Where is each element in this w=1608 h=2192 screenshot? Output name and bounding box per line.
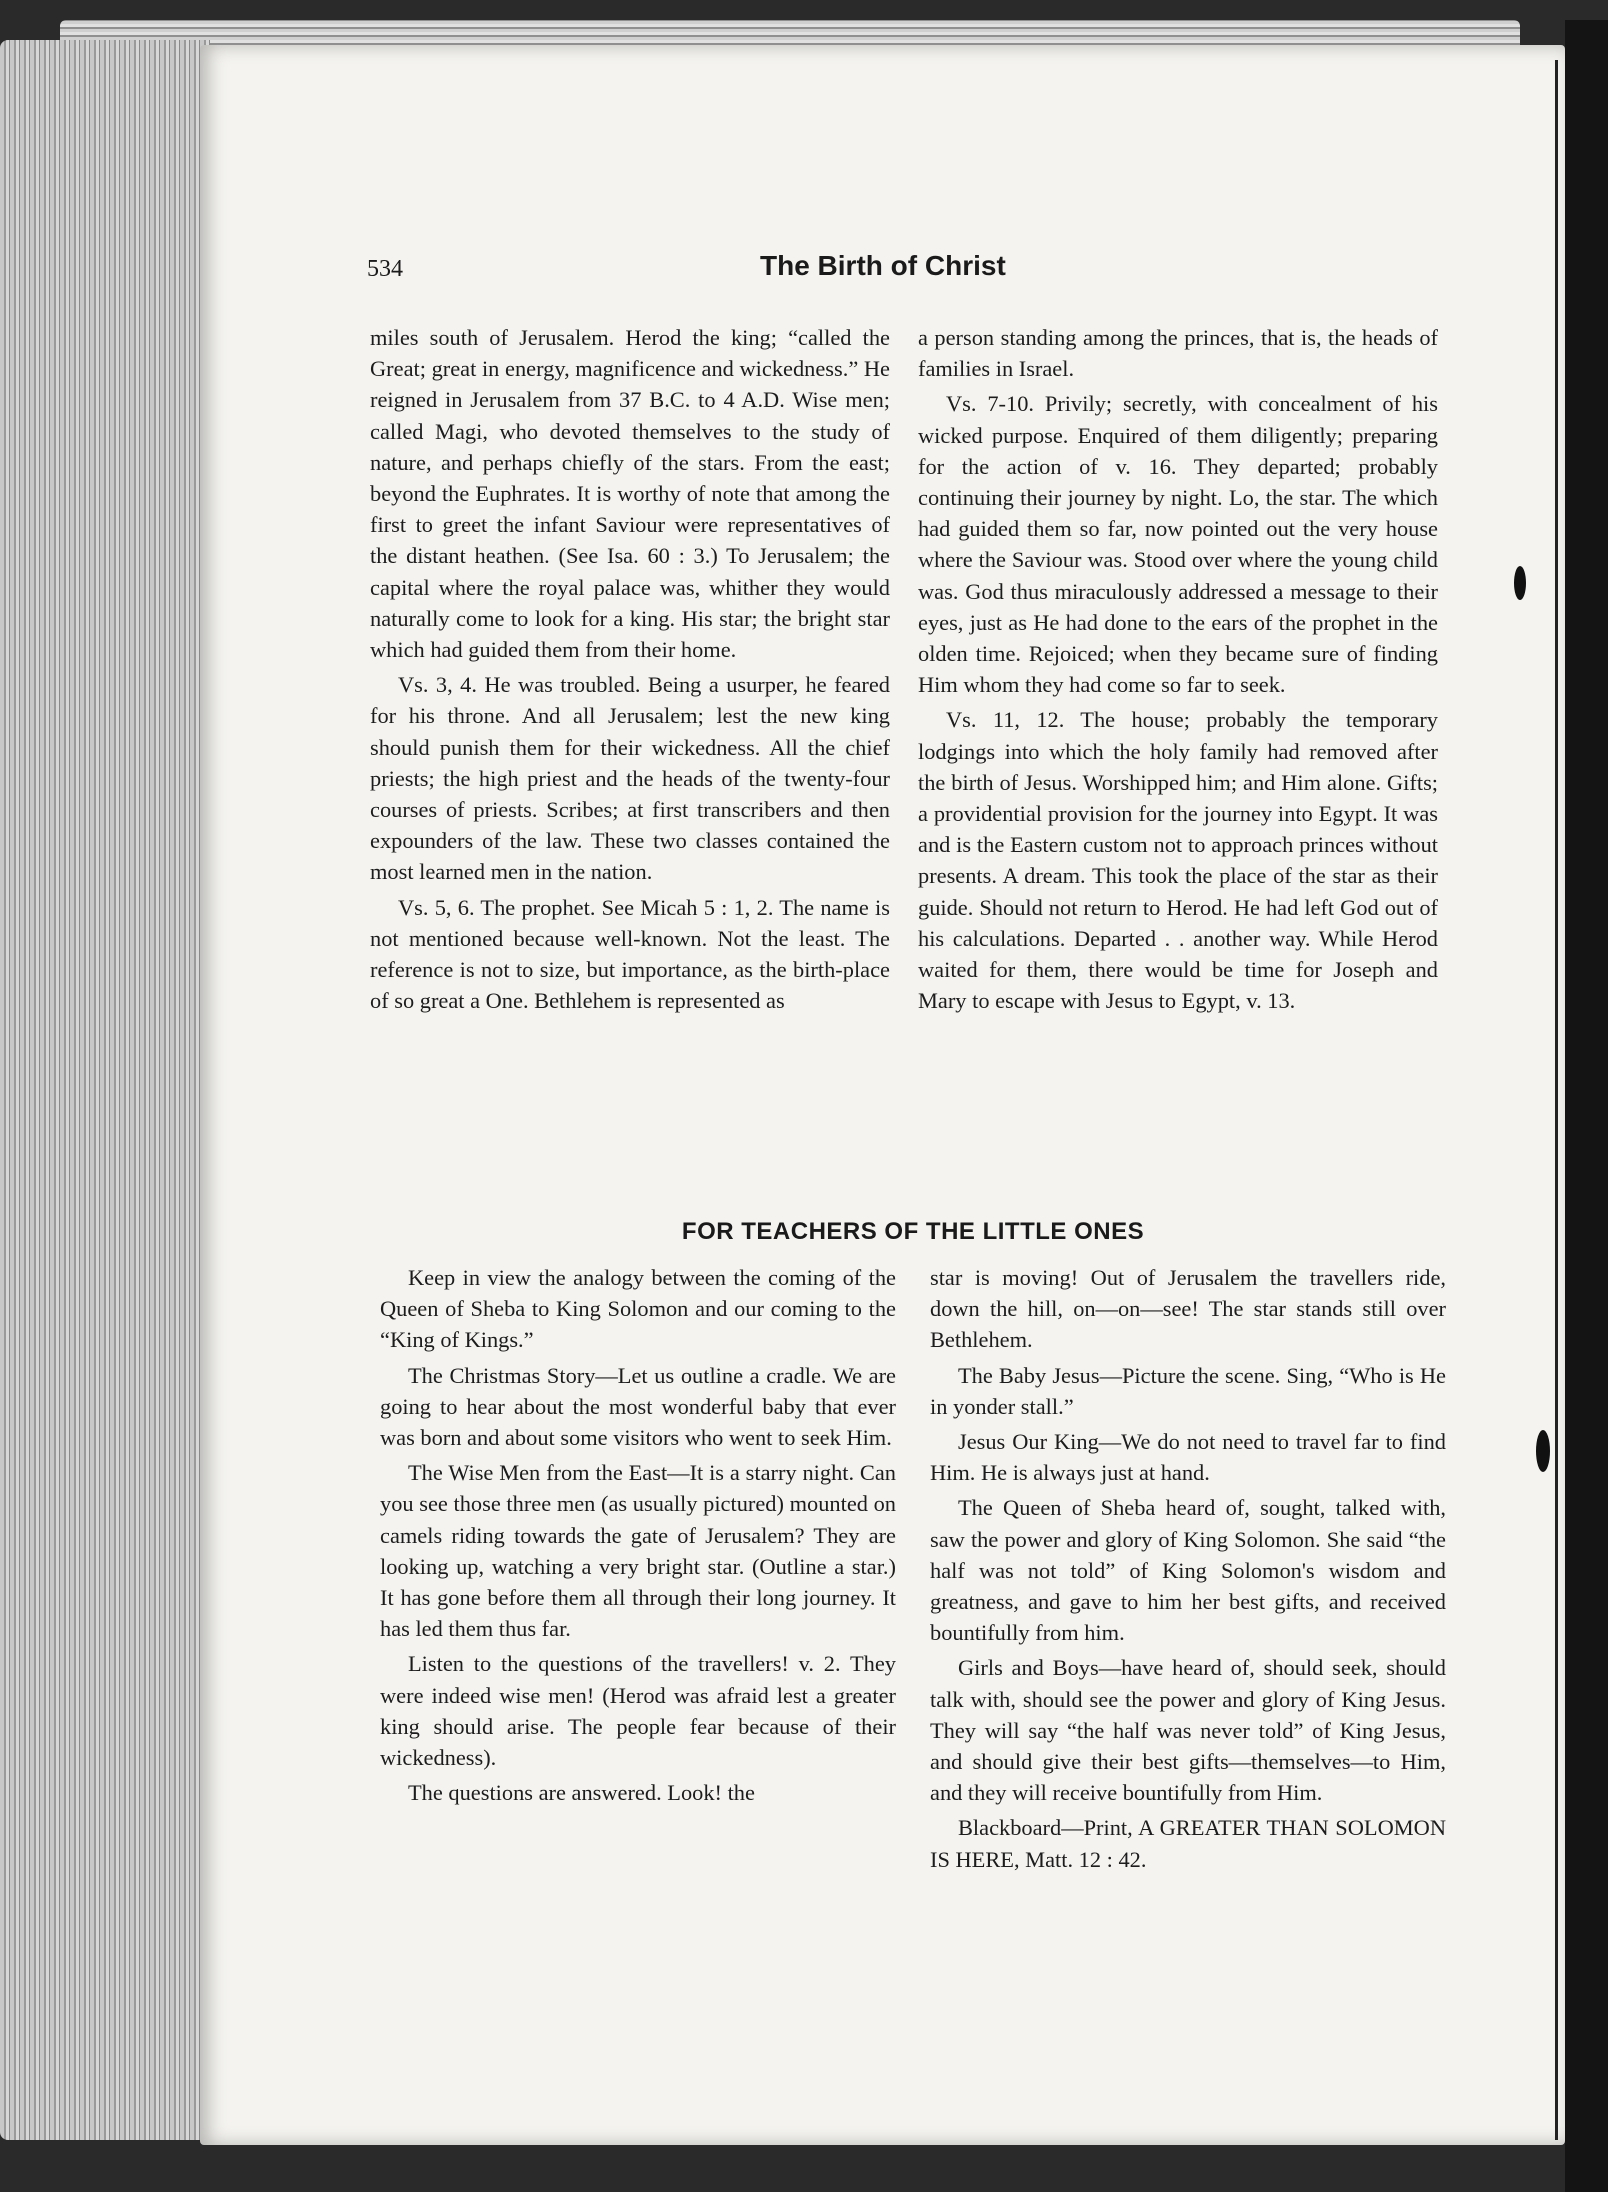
paragraph: Vs. 7-10. Privily; secretly, with concealment of his wicked purpose. Enquired of them diligently; preparing for the action of v. 16. They departed; probably continuing their journey by night. Lo, the star. The which had guided them so far, now pointed out the very house where the Saviour was. Stood over where the young child was. God thus miraculously addressed a message to their eyes, just as He had done to the ears of the prophet in the olden time. Rejoiced; when they became sure of finding Him whom they had come so far to seek. — [918, 391, 1438, 698]
paragraph: Girls and Boys—have heard of, should seek, should talk with, should see the power and glory of King Jesus. They will say “the half was never told” of King Jesus, and should give their best gifts—themselves—to Him, and they will receive bountifully from Him. — [930, 1655, 1446, 1806]
paragraph: Listen to the questions of the travellers! v. 2. They were indeed wise men! (Herod was afraid lest a greater king should arise. The people fear because of their wickedness). — [380, 1651, 896, 1771]
paragraph: The Baby Jesus—Picture the scene. Sing, “Who is He in yonder stall.” — [930, 1362, 1446, 1419]
binding-shadow — [1555, 60, 1558, 2140]
teachers-column-left — [380, 1262, 896, 1808]
paragraph: star is moving! Out of Jerusalem the travellers ride, down the hill, on—on—see! The star stands still over Bethlehem. — [930, 1265, 1446, 1353]
page-number: 534 — [367, 256, 403, 282]
paragraph: Blackboard—Print, A GREATER THAN SOLOMON IS HERE, Matt. 12 : 42. — [930, 1815, 1446, 1872]
paragraph: The Christmas Story—Let us outline a cradle. We are going to hear about the most wonderful baby that ever was born and about some visitors who went to seek Him. — [380, 1362, 896, 1451]
scan-blot-top — [1514, 566, 1526, 600]
commentary-column-left — [370, 322, 890, 1016]
paragraph: The Queen of Sheba heard of, sought, talked with, saw the power and glory of King Solomon. She said “the half was not told” of King Solomon's wisdom and greatness, and gave to him her best gifts, and received bountifully from him. — [930, 1495, 1446, 1646]
paragraph: Vs. 3, 4. He was troubled. Being a usurper, he feared for his throne. And all Jerusalem; lest the new king should punish them for their wickedness. All the chief priests; the high priest and the heads of the twenty-four courses of priests. Scribes; at first transcribers and then expounders of the law. These two classes contained the most learned men in the nation. — [370, 672, 890, 885]
scan-blot-bottom — [1536, 1430, 1550, 1472]
paragraph: miles south of Jerusalem. Herod the king; “called the Great; great in energy, magnificence and wickedness.” He reigned in Jerusalem from 37 B.C. to 4 A.D. Wise men; called Magi, who devoted themselves to the study of nature, and perhaps chiefly of the stars. From the east; beyond the Euphrates. It is worthy of note that among the first to greet the infant Saviour were representatives of the distant heathen. (See Isa. 60 : 3.) To Jerusalem; the capital where the royal palace was, whither they would naturally come to look for a king. His star; the bright star which had guided them from their home. — [370, 325, 890, 663]
scanner-background — [1565, 20, 1608, 2192]
paragraph: The questions are answered. Look! the — [408, 1780, 755, 1806]
teachers-column-right — [930, 1262, 1446, 1875]
section-heading: FOR TEACHERS OF THE LITTLE ONES — [681, 1218, 1145, 1245]
paragraph: Vs. 11, 12. The house; probably the temporary lodgings into which the holy family had removed after the birth of Jesus. Worshipped him; and Him alone. Gifts; a providential provision for the journey into Egypt. It was and is the Eastern custom not to approach princes without presents. A dream. This took the place of the star as their guide. Should not return to Herod. He had left God out of his calculations. Departed . . another way. While Herod waited for them, there would be time for Joseph and Mary to escape with Jesus to Egypt, v. 13. — [918, 707, 1438, 1014]
commentary-column-right — [918, 322, 1438, 1016]
paragraph: Jesus Our King—We do not need to travel far to find Him. He is always just at hand. — [930, 1429, 1446, 1486]
paragraph: Vs. 5, 6. The prophet. See Micah 5 : 1, 2. The name is not mentioned because well-known. Not the least. The reference is not to size, but importance, as the birth-place of so great a One. Bethlehem is represented as — [370, 894, 890, 1014]
paragraph: The Wise Men from the East—It is a starry night. Can you see those three men (as usually pictured) mounted on camels riding towards the gate of Jerusalem? They are looking up, watching a very bright star. (Outline a star.) It has gone before them all through their long journey. It has led them thus far. — [380, 1460, 896, 1642]
running-head: The Birth of Christ — [760, 250, 1006, 281]
book-page-edges — [0, 40, 210, 2140]
paragraph: Keep in view the analogy between the coming of the Queen of Sheba to King Solomon and our coming to the “King of Kings.” — [380, 1265, 896, 1353]
paragraph: a person standing among the princes, that is, the heads of families in Israel. — [918, 325, 1438, 382]
